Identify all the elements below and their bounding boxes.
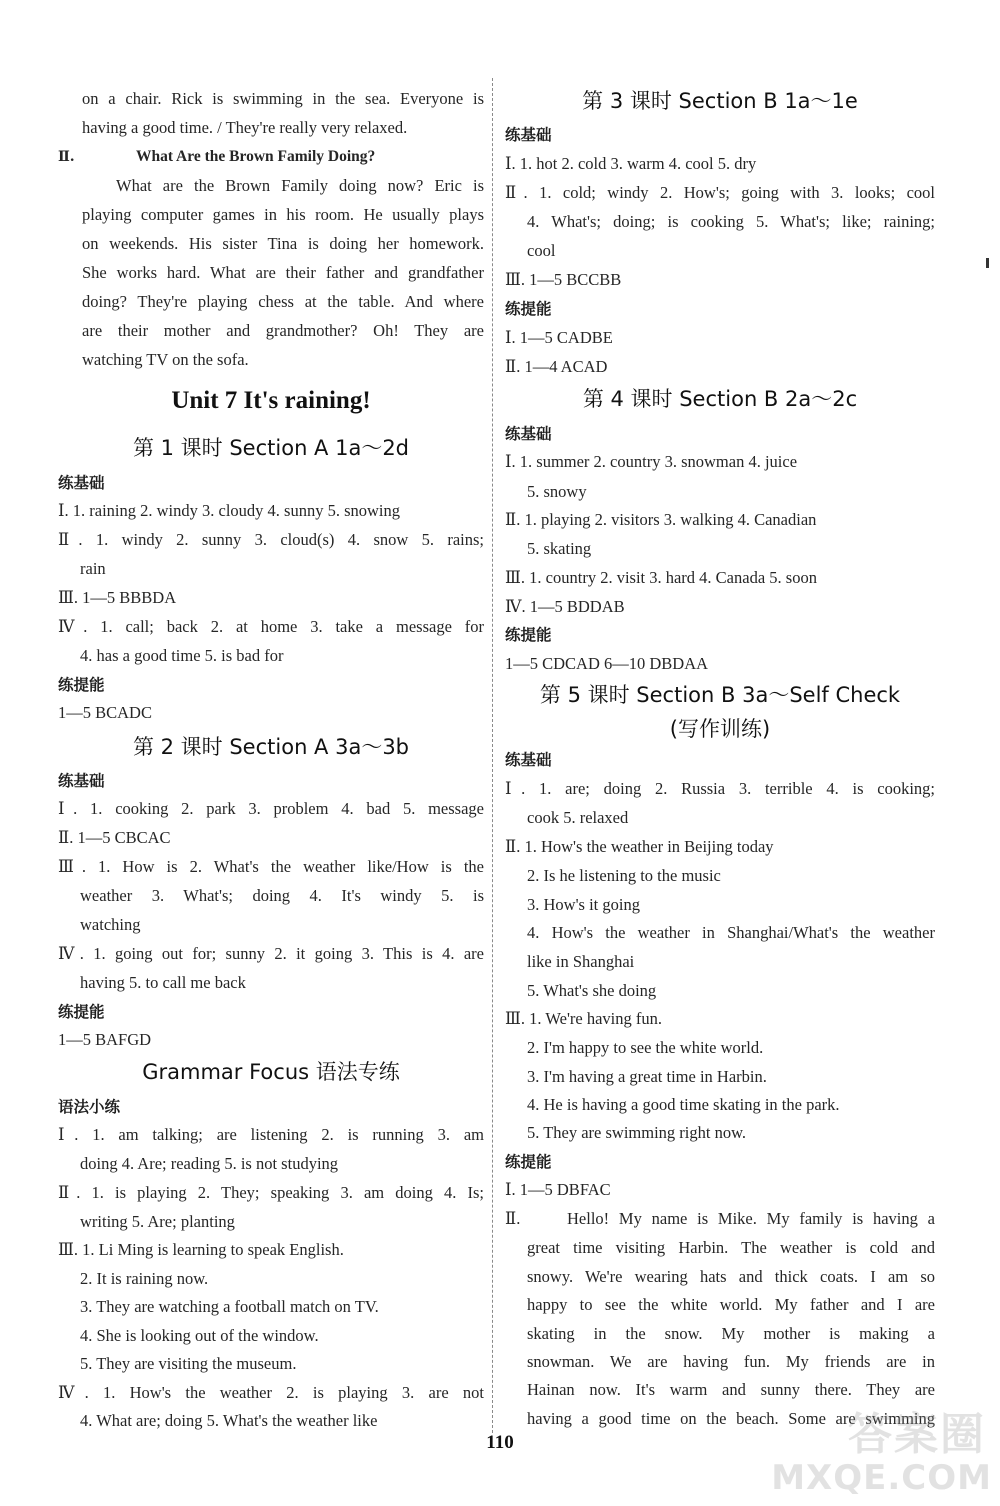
essay-line: skating in the snow. My mother is making a: [527, 1324, 935, 1343]
essay-title: What Are the Brown Family Doing?: [136, 148, 376, 165]
section-label: 语法小练: [58, 1098, 121, 1116]
page-number: 110: [486, 1432, 514, 1453]
answer-line: Ⅰ. 1. summer 2. country 3. snowman 4. juice: [505, 452, 798, 471]
text-line: on a chair. Rick is swimming in the sea. Everyone is: [82, 89, 484, 108]
lesson-heading: 第 3 课时 Section B 1a～1e: [582, 89, 858, 113]
text-line: playing computer games in his room. He usually plays: [82, 205, 484, 224]
left-column: [58, 0, 484, 1440]
section-label: 练基础: [505, 751, 552, 769]
text-line: on weekends. His sister Tina is doing her homework.: [82, 234, 484, 253]
answer-line: Ⅱ. 1. cold; windy 2. How's; going with 3. looks; cool: [505, 183, 935, 202]
lesson-subheading: (写作训练): [669, 717, 771, 741]
answer-line: Ⅰ. 1—5 DBFAC: [505, 1180, 611, 1199]
answer-line: Ⅲ. 1. Li Ming is learning to speak English.: [58, 1240, 344, 1259]
essay-line: snowy. We're wearing hats and thick coats. I am so: [527, 1267, 935, 1286]
answer-line: 1—5 BCADC: [58, 703, 152, 722]
margin-mark: [986, 258, 989, 268]
section-label: 练提能: [505, 626, 552, 644]
answer-line: 5. snowy: [527, 482, 587, 501]
answer-line: Ⅲ. 1. country 2. visit 3. hard 4. Canada 5. soon: [505, 568, 817, 587]
answer-line: 1—5 BAFGD: [58, 1030, 152, 1049]
roman-numeral: Ⅱ.: [58, 149, 75, 165]
answer-line: Ⅳ. 1—5 BDDAB: [505, 597, 625, 616]
answer-line: Ⅱ. 1. windy 2. sunny 3. cloud(s) 4. snow 5. rains;: [58, 530, 484, 549]
answer-line: 3. I'm having a great time in Harbin.: [527, 1067, 767, 1086]
essay-title-row: [58, 142, 484, 171]
lesson-heading: 第 5 课时 Section B 3a～Self Check: [539, 683, 901, 707]
watermark-logo-text: 答案圈: [848, 1409, 986, 1460]
answer-line: cool: [527, 241, 556, 260]
answer-line: 5. skating: [527, 539, 592, 558]
answer-line: Ⅱ. 1—5 CBCAC: [58, 828, 171, 847]
answer-line: 4. He is having a good time skating in the park.: [527, 1095, 840, 1114]
answer-line: Ⅰ. 1. hot 2. cold 3. warm 4. cool 5. dry: [505, 154, 757, 173]
essay-line: Hello! My name is Mike. My family is having a: [567, 1209, 935, 1228]
answer-line: Ⅱ. 1. playing 2. visitors 3. walking 4. Canadian: [505, 510, 817, 529]
text-line: are their mother and grandmother? Oh! They are: [82, 321, 484, 340]
essay-line: snowman. We are having fun. My friends are in: [527, 1352, 935, 1371]
section-label: 练基础: [58, 474, 105, 492]
lesson-heading: 第 4 课时 Section B 2a～2c: [582, 387, 858, 411]
answer-line: 4. She is looking out of the window.: [80, 1326, 319, 1345]
answer-line: Ⅰ. 1—5 CADBE: [505, 328, 613, 347]
answer-line: 4. What are; doing 5. What's the weather like: [80, 1411, 378, 1430]
section-label: 练提能: [505, 1153, 552, 1171]
right-column: [505, 0, 935, 1440]
answer-line: Ⅰ. 1. am talking; are listening 2. is running 3. am: [58, 1125, 484, 1144]
answer-line: weather 3. What's; doing 4. It's windy 5. is: [80, 886, 484, 905]
answer-line: 2. I'm happy to see the white world.: [527, 1038, 764, 1057]
watermark-url: MXQE.COM: [771, 1458, 992, 1498]
section-label: 练基础: [58, 772, 105, 790]
answer-line: Ⅳ. 1. call; back 2. at home 3. take a message for: [58, 617, 484, 636]
answer-line: 4. How's the weather in Shanghai/What's the weather: [527, 923, 935, 942]
column-divider: [492, 78, 493, 1433]
answer-line: 5. They are swimming right now.: [527, 1123, 747, 1142]
answer-line: Ⅱ. 1. How's the weather in Beijing today: [505, 837, 774, 856]
answer-line: Ⅰ. 1. raining 2. windy 3. cloudy 4. sunny 5. snowing: [58, 501, 401, 520]
answer-line: having 5. to call me back: [80, 973, 246, 992]
answer-line: 5. What's she doing: [527, 981, 657, 1000]
text-line: What are the Brown Family doing now? Eric is: [116, 176, 484, 195]
essay-line: happy to see the white world. My father and I are: [527, 1295, 935, 1314]
unit-title: Unit 7 It's raining!: [171, 387, 371, 414]
grammar-heading: Grammar Focus 语法专练: [142, 1060, 400, 1084]
roman-numeral: Ⅱ.: [505, 1209, 521, 1228]
answer-line: Ⅰ. 1. are; doing 2. Russia 3. terrible 4. is cooking;: [505, 779, 935, 798]
answer-line: Ⅲ. 1—5 BCCBB: [505, 270, 622, 289]
answer-line: rain: [80, 559, 106, 578]
lesson-heading: 第 2 课时 Section A 3a～3b: [132, 735, 410, 759]
answer-line: Ⅱ. 1—4 ACAD: [505, 357, 608, 376]
answer-line: 4. has a good time 5. is bad for: [80, 646, 284, 665]
answer-line: Ⅳ. 1. going out for; sunny 2. it going 3. This is 4. are: [58, 944, 484, 963]
answer-line: cook 5. relaxed: [527, 808, 629, 827]
lesson-heading: 第 1 课时 Section A 1a～2d: [132, 436, 410, 460]
answer-line: 4. What's; doing; is cooking 5. What's; like; raining;: [527, 212, 935, 231]
text-line: watching TV on the sofa.: [82, 350, 249, 369]
text-line: having a good time. / They're really very relaxed.: [82, 118, 408, 137]
answer-line: 1—5 CDCAD 6—10 DBDAA: [505, 654, 709, 673]
answer-line: writing 5. Are; planting: [80, 1212, 235, 1231]
answer-line: Ⅲ. 1. How is 2. What's the weather like/How is the: [58, 857, 484, 876]
section-label: 练提能: [505, 300, 552, 318]
section-label: 练基础: [505, 425, 552, 443]
watermark: [771, 1396, 996, 1504]
answer-line: 3. They are watching a football match on TV.: [80, 1297, 379, 1316]
section-label: 练提能: [58, 676, 105, 694]
answer-line: 2. Is he listening to the music: [527, 866, 721, 885]
answer-line: 2. It is raining now.: [80, 1269, 209, 1288]
text-line: doing? They're playing chess at the table. And where: [82, 292, 484, 311]
answer-line: Ⅰ. 1. cooking 2. park 3. problem 4. bad 5. message: [58, 799, 484, 818]
answer-line: Ⅳ. 1. How's the weather 2. is playing 3. are not: [58, 1383, 484, 1402]
answer-line: 3. How's it going: [527, 895, 640, 914]
answer-line: Ⅲ. 1—5 BBBDA: [58, 588, 177, 607]
answer-line: watching: [80, 915, 141, 934]
section-label: 练提能: [58, 1003, 105, 1021]
answer-line: Ⅱ. 1. is playing 2. They; speaking 3. am doing 4. Is;: [58, 1183, 484, 1202]
answer-line: 5. They are visiting the museum.: [80, 1354, 297, 1373]
section-label: 练基础: [505, 126, 552, 144]
answer-line: Ⅲ. 1. We're having fun.: [505, 1009, 663, 1028]
essay-line: having a good time on the beach. Some are swimming: [527, 1409, 935, 1428]
answer-line: doing 4. Are; reading 5. is not studying: [80, 1154, 339, 1173]
essay-line: Hainan now. It's warm and sunny there. They are: [527, 1380, 935, 1399]
answer-line: like in Shanghai: [527, 952, 635, 971]
text-line: She works hard. What are their father and grandfather: [82, 263, 484, 282]
essay-line: great time visiting Harbin. The weather is cold and: [527, 1238, 935, 1257]
